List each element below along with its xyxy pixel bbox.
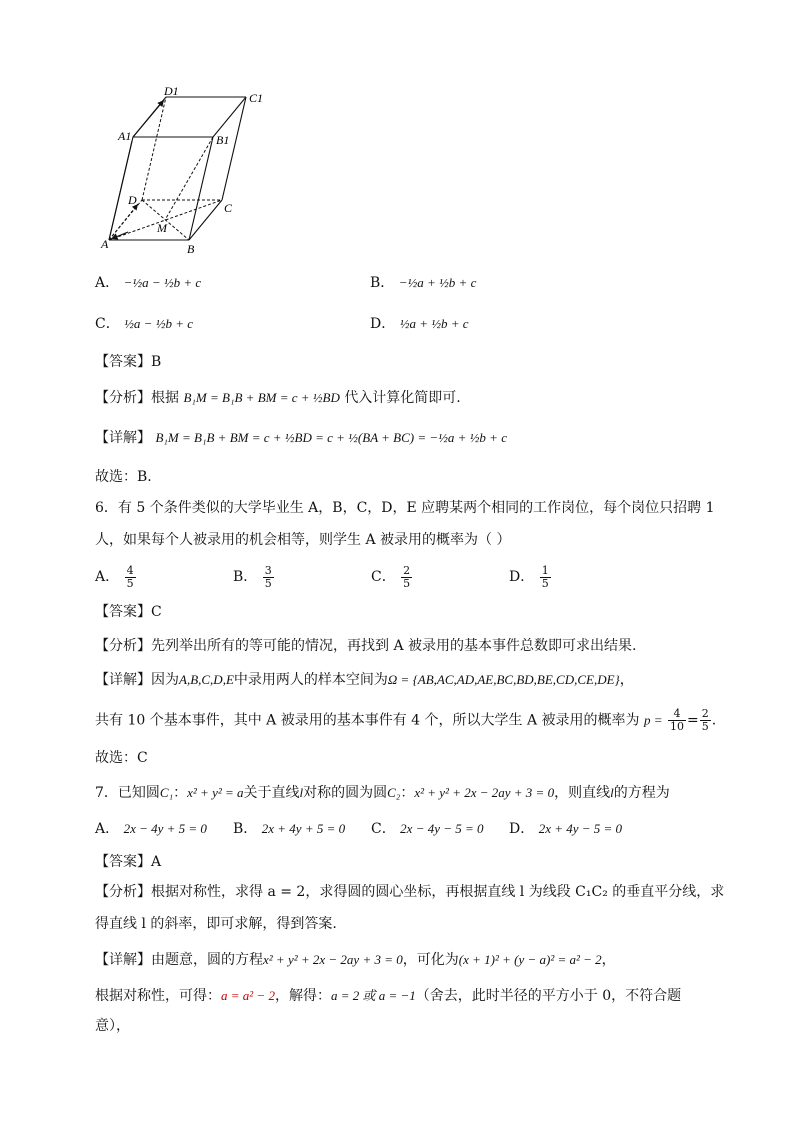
answer-tag: 【答案】	[95, 854, 151, 870]
option-letter: A．	[95, 821, 120, 837]
detail-tag: 【详解】	[95, 952, 151, 968]
q7-option-d[interactable]	[509, 816, 622, 842]
label-a: A	[101, 237, 109, 251]
line-l: l	[299, 785, 304, 800]
option-letter: D．	[370, 316, 396, 332]
q6-stem-line1: 6．有 5 个条件类似的大学毕业生 A，B，C，D，E 应聘某两个相同的工作岗位，每个岗位只招聘 1	[95, 500, 715, 516]
detail-tag: 【详解】	[95, 430, 151, 446]
detail-post: ，	[619, 672, 634, 688]
detail-pre: 共有 10 个基本事件，其中 A 被录用的基本事件有 4 个，所以大学生 A 被录用的概率为	[95, 712, 640, 729]
answer-value: C	[151, 604, 162, 620]
q7-detail-line2	[95, 986, 681, 1006]
q7-option-a[interactable]	[95, 816, 207, 842]
stem-mid2: 对称的圆为圆	[303, 785, 388, 801]
line-l: l	[610, 785, 614, 800]
label-b1: B1	[216, 133, 230, 147]
q5-option-c[interactable]	[95, 311, 193, 337]
q7-option-b[interactable]	[233, 816, 345, 842]
q6-option-d[interactable]	[509, 564, 552, 590]
option-expr: −½a − ½b + c	[123, 275, 202, 290]
option-fraction: $\frac{1}{5}$	[541, 563, 549, 590]
equation-2: x² + y² + 2x − 2ay + 3 = 0	[414, 785, 555, 800]
edge-c-c1	[222, 97, 246, 200]
circle-equation: x² + y² + 2x − 2ay + 3 = 0	[263, 952, 403, 967]
q5-answer	[95, 352, 161, 372]
label-a1: A1	[118, 129, 132, 143]
q5-option-a[interactable]	[95, 270, 201, 296]
option-expr: 2x + 4y + 5 = 0	[261, 821, 346, 836]
detail-mid: ，解得：	[274, 988, 331, 1004]
option-expr: ½a + ½b + c	[399, 316, 469, 331]
stem-colon: ：	[400, 785, 415, 801]
q5-option-b[interactable]	[370, 270, 476, 296]
q6-analysis	[95, 636, 636, 656]
analysis-tag: 【分析】	[95, 390, 151, 406]
option-expr: 2x − 4y − 5 = 0	[400, 821, 484, 836]
option-fraction: $\frac{2}{5}$	[403, 563, 411, 590]
q7-detail-line3: 意），	[95, 1018, 130, 1034]
option-letter: C．	[371, 821, 396, 837]
stem-post2: 的方程为	[613, 785, 670, 801]
prob-p: p =	[644, 712, 663, 728]
label-m: M	[157, 221, 167, 235]
prob-fraction-1: $\frac{4}{10}$	[669, 707, 684, 733]
answer-tag: 【答案】	[95, 604, 151, 620]
analysis-tag: 【分析】	[95, 638, 151, 654]
option-letter: B．	[233, 821, 258, 837]
q5-analysis	[95, 388, 461, 408]
symmetry-equation: a = a² − 2	[221, 988, 275, 1003]
analysis-tag: 【分析】	[95, 884, 151, 900]
equation-1: x² + y² = a	[187, 785, 244, 800]
detail-pre: 因为	[151, 672, 179, 688]
circle-c1: C₁	[159, 785, 174, 800]
stem-post: ，则直线	[554, 785, 611, 801]
q5-conclusion: 故选：B.	[95, 469, 152, 485]
option-expr: −½a + ½b + c	[398, 275, 477, 290]
sample-space: Ω = {AB,AC,AD,AE,BC,BD,BE,CD,CE,DE}	[387, 672, 620, 687]
detail-post: ，	[601, 952, 616, 968]
option-letter: A．	[95, 275, 120, 291]
q6-option-b[interactable]	[233, 564, 275, 590]
option-letter: B．	[233, 569, 258, 585]
prob-fraction-2: $\frac{2}{5}$	[701, 707, 709, 733]
q7-detail-line1	[95, 950, 616, 970]
option-fraction: $\frac{3}{5}$	[264, 563, 272, 590]
analysis-text: 根据对称性，求得 a = 2，求得圆的圆心坐标，再根据直线 l 为线段 C₁C₂ 的垂直平分线，求	[151, 884, 725, 900]
answer-tag: 【答案】	[95, 354, 151, 370]
q6-answer	[95, 602, 162, 622]
q5-option-d[interactable]	[370, 311, 469, 337]
label-c1: C1	[249, 91, 264, 105]
vector-a1-d1	[133, 100, 164, 137]
stem-pre: 7．已知圆	[95, 785, 160, 801]
stem-mid: 关于直线	[243, 785, 300, 801]
edge-b-b1	[189, 137, 213, 240]
answer-value: A	[151, 854, 162, 870]
analysis-post: 代入计算化简即可.	[344, 390, 461, 406]
circle-c2: C₂	[387, 785, 401, 800]
detail-post: .	[711, 712, 717, 729]
q7-answer	[95, 852, 161, 872]
analysis-pre: 根据	[151, 390, 179, 406]
vector-arrow-a	[111, 232, 128, 239]
option-expr: 2x + 4y − 5 = 0	[538, 821, 623, 836]
option-letter: A．	[95, 569, 120, 585]
prob-eq: =	[686, 712, 699, 729]
q6-option-c[interactable]	[371, 564, 413, 590]
answer-value: B	[151, 354, 162, 370]
label-d: D	[128, 193, 137, 207]
parallelepiped-figure	[98, 84, 288, 260]
label-b: B	[187, 242, 195, 256]
detail-post: （舍去，此时半径的平方小于 0，不符合题	[415, 988, 682, 1004]
option-expr: ½a − ½b + c	[124, 316, 193, 331]
detail-mid: 中录用两人的样本空间为	[233, 672, 388, 688]
q6-option-a[interactable]	[95, 564, 137, 590]
option-letter: C．	[371, 569, 396, 585]
q6-detail-line2	[95, 708, 716, 733]
detail-expr: B₁M = B₁B + BM = c + ½BD = c + ½(BA + BC) = −½a + ½b + c	[155, 430, 507, 445]
q7-option-c[interactable]	[371, 816, 484, 842]
detail-pre: 根据对称性，可得：	[95, 988, 221, 1004]
option-letter: D．	[509, 821, 535, 837]
option-letter: B．	[370, 275, 395, 291]
q5-detail	[95, 428, 507, 448]
vector-a-a1	[109, 141, 132, 240]
detail-pre: 由题意，圆的方程	[151, 952, 263, 968]
analysis-expr: B₁M = B₁B + BM = c + ½BD	[183, 390, 340, 405]
standard-form: (x + 1)² + (y − a)² = a² − 2	[458, 952, 602, 967]
option-letter: C．	[95, 316, 120, 332]
label-d1: D1	[164, 84, 179, 98]
label-c: C	[224, 201, 233, 215]
q6-conclusion: 故选：C	[95, 750, 148, 766]
option-fraction: $\frac{4}{5}$	[126, 563, 134, 590]
analysis-text: 先列举出所有的等可能的情况，再找到 A 被录用的基本事件总数即可求出结果.	[151, 638, 637, 654]
q7-analysis-line2: 得直线 l 的斜率，即可求解，得到答案.	[95, 916, 337, 932]
segment-b1-m	[165, 137, 213, 220]
detail-mid: ，可化为	[402, 952, 459, 968]
q7-analysis-line1	[95, 882, 724, 902]
q7-stem	[95, 783, 670, 803]
stem-colon: ：	[173, 785, 188, 801]
q6-stem-line2: 人，如果每个人被录用的机会相等，则学生 A 被录用的概率为（ ）	[95, 532, 511, 548]
option-expr: 2x − 4y + 5 = 0	[123, 821, 207, 836]
detail-set: A,B,C,D,E	[179, 672, 234, 687]
solution: a = 2 或 a = −1	[330, 988, 416, 1003]
q6-detail-line1	[95, 670, 634, 690]
detail-tag: 【详解】	[95, 672, 151, 688]
option-letter: D．	[509, 569, 535, 585]
